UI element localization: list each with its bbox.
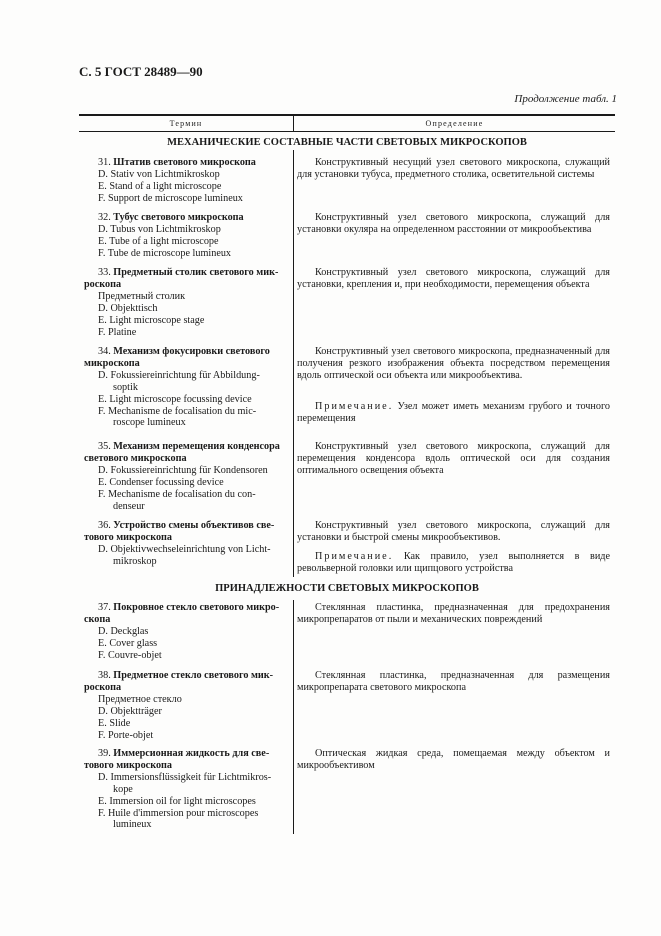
- term-line: Предметный столик: [98, 290, 186, 302]
- term-line: mikroskop: [113, 555, 157, 567]
- term-entry: [84, 520, 291, 568]
- note-label: Примечание.: [315, 551, 394, 562]
- column-divider-section-1: [293, 150, 294, 577]
- term-heading-continuation: тового микроскопа: [84, 531, 173, 543]
- term-line: F. Mechanisme de focalisation du con-: [98, 488, 256, 500]
- term-line: F. Porte-objet: [98, 729, 154, 741]
- term-heading: Иммерсионная жидкость для све-: [113, 748, 270, 759]
- table-header-rule: [79, 131, 615, 132]
- term-heading: Покровное стекло светового микро-: [113, 602, 280, 613]
- term-line: F. Tube de microscope lumineux: [98, 247, 232, 259]
- term-definition: Конструктивный узел светового микроскопа, служащий для установки, крепления и, при необходимости, перемещения объекта: [297, 267, 610, 290]
- term-line: E. Immersion oil for light microscopes: [98, 795, 256, 807]
- term-entry: [84, 748, 291, 831]
- term-line: E. Light microscope stage: [98, 314, 205, 326]
- term-line: denseur: [113, 500, 145, 512]
- note-label: Примечание.: [315, 401, 394, 412]
- term-line: D. Immersionsflüssigkeit für Lichtmikros-: [98, 771, 272, 783]
- note-text: Узел может иметь механизм грубого и точного перемещения: [297, 401, 610, 424]
- term-definition: Конструктивный узел светового микроскопа, служащий для перемещения конденсора вдоль оптической оси для создания оптимального освещения объекта: [297, 441, 610, 476]
- term-line: D. Objektivwechseleinrichtung von Licht-: [98, 543, 271, 555]
- term-line: F. Mechanisme de focalisation du mic-: [98, 405, 257, 417]
- term-heading: Механизм фокусировки светового: [113, 346, 270, 357]
- term-line: D. Fokussiereinrichtung für Kondensoren: [98, 464, 268, 476]
- term-heading: Механизм перемещения конденсора: [113, 441, 280, 452]
- term-heading: Тубус светового микроскопа: [113, 212, 244, 223]
- column-header-term: Термин: [169, 119, 203, 128]
- term-line: D. Tubus von Lichtmikroskop: [98, 223, 221, 235]
- note-text: Как правило, узел выполняется в виде револьверной головки или щипцового устройства: [297, 551, 610, 574]
- term-number: 38.: [98, 670, 111, 681]
- term-heading-continuation: светового микроскопа: [84, 452, 187, 464]
- term-number: 33.: [98, 267, 111, 278]
- table-continuation-label: Продолжение табл. 1: [514, 93, 617, 105]
- table-top-rule: [79, 114, 615, 116]
- term-note: [297, 401, 610, 425]
- term-line: F. Huile d'immersion pour microscopes: [98, 807, 259, 819]
- term-line: E. Light microscope focussing device: [98, 393, 252, 405]
- term-definition: Стеклянная пластинка, предназначенная для предохранения микропрепаратов от пыли и механических повреждений: [297, 602, 610, 625]
- term-heading-continuation: тового микроскопа: [84, 759, 173, 771]
- term-definition: Конструктивный узел светового микроскопа, служащий для установки окуляра на определенном расстоянии от микрообъектива: [297, 212, 610, 235]
- term-heading: Штатив светового микроскопа: [113, 157, 256, 168]
- term-line: D. Objekttisch: [98, 302, 158, 314]
- term-number: 34.: [98, 346, 111, 357]
- term-line: lumineux: [113, 819, 152, 831]
- term-line: E. Cover glass: [98, 637, 158, 649]
- term-number: 39.: [98, 748, 111, 759]
- term-number: 37.: [98, 602, 111, 613]
- term-entry: [84, 602, 291, 662]
- term-line: E. Condenser focussing device: [98, 476, 224, 488]
- term-entry: [84, 441, 291, 512]
- term-number: 32.: [98, 212, 111, 223]
- term-definition: Конструктивный несущий узел светового микроскопа, служащий для установки тубуса, предметного столика, осветительной системы: [297, 157, 610, 180]
- term-number: 31.: [98, 157, 111, 168]
- term-line: E. Tube of a light microscope: [98, 235, 219, 247]
- term-number: 36.: [98, 520, 111, 531]
- term-line: soptik: [113, 381, 138, 393]
- term-heading: Устройство смены объективов све-: [113, 520, 275, 531]
- term-definition: Стеклянная пластинка, предназначенная для размещения микропрепарата светового микроскопа: [297, 670, 610, 693]
- term-line: D. Fokussiereinrichtung für Abbildung-: [98, 369, 260, 381]
- term-heading: Предметный столик светового мик-: [113, 267, 279, 278]
- section-title: МЕХАНИЧЕСКИЕ СОСТАВНЫЕ ЧАСТИ СВЕТОВЫХ МИКРОСКОПОВ: [167, 137, 527, 148]
- term-entry: [84, 346, 291, 429]
- term-note: [297, 551, 610, 575]
- term-definition: Конструктивный узел светового микроскопа, служащий для установки и быстрой смены микрообъективов.: [297, 520, 610, 543]
- page-header: С. 5 ГОСТ 28489—90: [79, 64, 203, 79]
- term-line: F. Platine: [98, 326, 137, 338]
- term-entry: [84, 157, 291, 205]
- term-line: D. Stativ von Lichtmikroskop: [98, 168, 220, 180]
- term-heading-continuation: роскопа: [84, 278, 122, 290]
- term-line: F. Couvre-objet: [98, 649, 162, 661]
- term-entry: [84, 267, 291, 338]
- column-header-definition: Определение: [425, 119, 484, 128]
- term-line: D. Objektträger: [98, 705, 162, 717]
- term-line: D. Deckglas: [98, 625, 149, 637]
- term-heading-continuation: скопа: [84, 613, 111, 625]
- term-definition: Оптическая жидкая среда, помещаемая между объектом и микрообъективом: [297, 748, 610, 771]
- section-title: ПРИНАДЛЕЖНОСТИ СВЕТОВЫХ МИКРОСКОПОВ: [215, 583, 479, 594]
- term-heading: Предметное стекло светового мик-: [113, 670, 274, 681]
- term-definition: Конструктивный узел светового микроскопа, предназначенный для получения резкого изображения объекта посредством перемещения вдоль оптической оси объекта или микрообъектива.: [297, 346, 610, 381]
- term-line: E. Slide: [98, 717, 131, 729]
- term-entry: [84, 212, 291, 260]
- term-entry: [84, 670, 291, 741]
- term-heading-continuation: роскопа: [84, 681, 122, 693]
- term-heading-continuation: микроскопа: [84, 357, 140, 369]
- term-line: E. Stand of a light microscope: [98, 180, 222, 192]
- term-line: F. Support de microscope lumineux: [98, 192, 243, 204]
- column-divider-section-2: [293, 600, 294, 834]
- term-number: 35.: [98, 441, 111, 452]
- term-line: kope: [113, 783, 133, 795]
- term-line: Предметное стекло: [98, 693, 182, 705]
- term-line: roscope lumineux: [113, 417, 186, 429]
